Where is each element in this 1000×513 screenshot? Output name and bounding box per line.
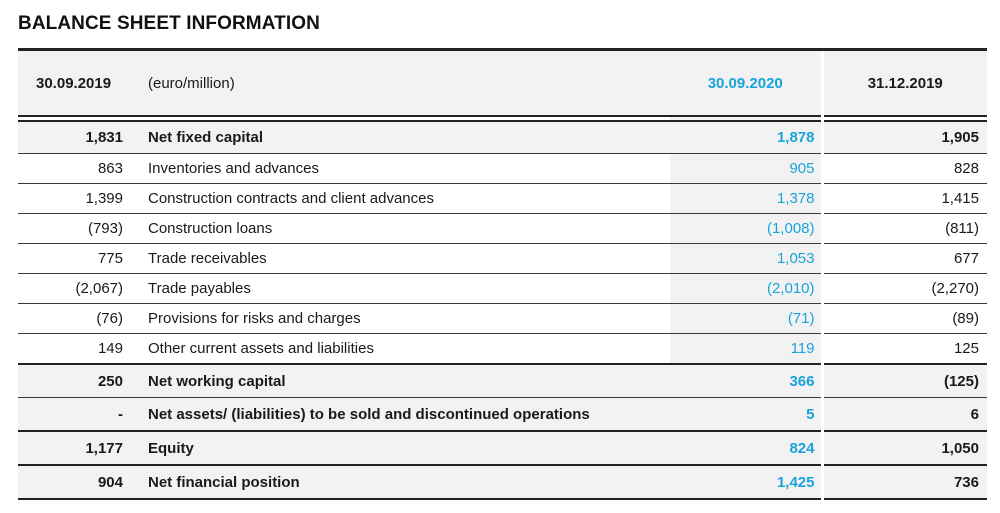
balance-sheet-table <box>18 51 987 500</box>
header-unit: (euro/million) <box>123 51 670 116</box>
cell-2019: 1,177 <box>18 431 123 465</box>
table-row <box>18 184 987 214</box>
cell-dec-2019: 6 <box>822 398 987 432</box>
cell-2019: (2,067) <box>18 274 123 304</box>
table-row <box>18 244 987 274</box>
table-row <box>18 154 987 184</box>
cell-label: Provisions for risks and charges <box>123 304 670 334</box>
table-row-net-assets-discontinued <box>18 398 987 432</box>
cell-2020: 1,878 <box>670 121 822 154</box>
cell-2019: 863 <box>18 154 123 184</box>
cell-label: Trade receivables <box>123 244 670 274</box>
header-30-09-2020: 30.09.2020 <box>670 51 822 116</box>
cell-dec-2019: 1,050 <box>822 431 987 465</box>
cell-label: Trade payables <box>123 274 670 304</box>
cell-dec-2019: (2,270) <box>822 274 987 304</box>
cell-2020: 1,425 <box>670 465 822 499</box>
cell-label: Construction loans <box>123 214 670 244</box>
cell-label: Construction contracts and client advances <box>123 184 670 214</box>
cell-2019: 149 <box>18 334 123 365</box>
cell-label: Net working capital <box>123 364 670 398</box>
cell-2020: 366 <box>670 364 822 398</box>
page-title: BALANCE SHEET INFORMATION <box>18 13 320 34</box>
cell-2020: 5 <box>670 398 822 432</box>
cell-dec-2019: (89) <box>822 304 987 334</box>
cell-label: Equity <box>123 431 670 465</box>
cell-label: Net assets/ (liabilities) to be sold and discontinued operations <box>123 398 670 432</box>
cell-2020: 905 <box>670 154 822 184</box>
cell-dec-2019: 1,905 <box>822 121 987 154</box>
cell-dec-2019: 125 <box>822 334 987 365</box>
table-row <box>18 214 987 244</box>
cell-2020: 1,053 <box>670 244 822 274</box>
cell-label: Net financial position <box>123 465 670 499</box>
cell-2020: (1,008) <box>670 214 822 244</box>
cell-2019: 250 <box>18 364 123 398</box>
cell-label: Inventories and advances <box>123 154 670 184</box>
cell-2020: 1,378 <box>670 184 822 214</box>
cell-dec-2019: 736 <box>822 465 987 499</box>
header-30-09-2019: 30.09.2019 <box>18 51 123 116</box>
cell-label: Other current assets and liabilities <box>123 334 670 365</box>
cell-2019: (793) <box>18 214 123 244</box>
cell-2019: 1,831 <box>18 121 123 154</box>
cell-dec-2019: (125) <box>822 364 987 398</box>
table-row-net-financial-position <box>18 465 987 499</box>
cell-2020: (2,010) <box>670 274 822 304</box>
table-row <box>18 304 987 334</box>
table-row-equity <box>18 431 987 465</box>
cell-2019: (76) <box>18 304 123 334</box>
cell-2019: - <box>18 398 123 432</box>
cell-2020: 119 <box>670 334 822 365</box>
table-row-net-fixed-capital <box>18 121 987 154</box>
cell-2019: 775 <box>18 244 123 274</box>
table-row-net-working-capital <box>18 364 987 398</box>
cell-2020: (71) <box>670 304 822 334</box>
cell-2019: 904 <box>18 465 123 499</box>
cell-2020: 824 <box>670 431 822 465</box>
cell-dec-2019: 828 <box>822 154 987 184</box>
cell-label: Net fixed capital <box>123 121 670 154</box>
header-31-12-2019: 31.12.2019 <box>822 51 987 116</box>
cell-dec-2019: 677 <box>822 244 987 274</box>
cell-dec-2019: (811) <box>822 214 987 244</box>
table-row <box>18 334 987 365</box>
cell-2019: 1,399 <box>18 184 123 214</box>
table-row <box>18 274 987 304</box>
cell-dec-2019: 1,415 <box>822 184 987 214</box>
table-header-row <box>18 51 987 116</box>
